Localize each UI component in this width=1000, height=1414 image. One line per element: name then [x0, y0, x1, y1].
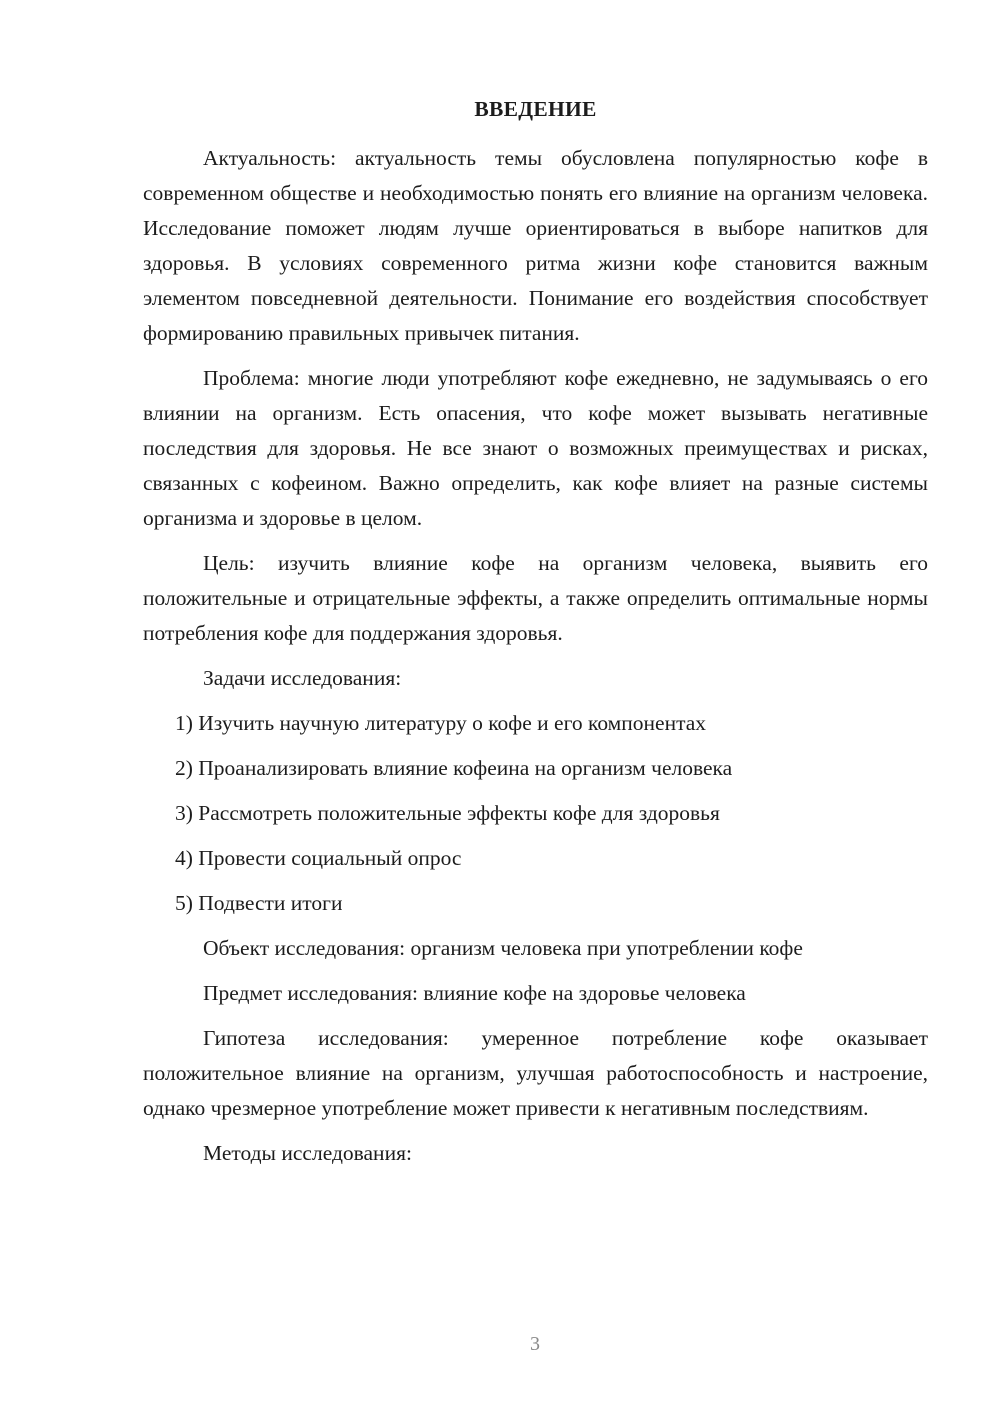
document-page — [143, 94, 928, 1181]
research-subject: Предмет исследования: влияние кофе на здоровье человека — [203, 981, 746, 1005]
section-heading: ВВЕДЕНИЕ — [474, 97, 597, 121]
task-item: 5) Подвести итоги — [175, 891, 343, 915]
goal-paragraph: Цель: изучить влияние кофе на организм человека, выявить его положительные и отрицательные эффекты, а также определить оптимальные нормы потребления кофе для поддержания здоровья. — [143, 551, 928, 645]
task-item: 1) Изучить научную литературу о кофе и его компонентах — [175, 711, 707, 735]
task-item: 2) Проанализировать влияние кофеина на организм человека — [175, 756, 733, 780]
problem-paragraph: Проблема: многие люди употребляют кофе ежедневно, не задумываясь о его влиянии на организм. Есть опасения, что кофе может вызывать негативные последствия для здоровья. Не все знают о возможных преимуществах и рисках, связанных с кофеином. Важно определить, как кофе влияет на разные системы организма и здоровье в целом. — [143, 366, 928, 530]
hypothesis-paragraph: Гипотеза исследования: умеренное потребление кофе оказывает положительное влияние на организм, улучшая работоспособность и настроение, однако чрезмерное употребление может привести к негативным последствиям. — [143, 1026, 928, 1120]
tasks-title: Задачи исследования: — [203, 666, 402, 690]
task-item: 3) Рассмотреть положительные эффекты кофе для здоровья — [175, 801, 720, 825]
tasks-list — [143, 706, 928, 921]
task-item: 4) Провести социальный опрос — [175, 846, 462, 870]
methods-title: Методы исследования: — [203, 1141, 412, 1165]
page-number: 3 — [530, 1333, 540, 1355]
relevance-paragraph: Актуальность: актуальность темы обусловлена популярностью кофе в современном обществе и необходимостью понять его влияние на организм человека. Исследование поможет людям лучше ориентироваться в выборе напитков для здоровья. В условиях современного ритма жизни кофе становится важным элементом повседневной деятельности. Понимание его воздействия способствует формированию правильных привычек питания. — [143, 146, 928, 345]
research-object: Объект исследования: организм человека при употреблении кофе — [203, 936, 803, 960]
